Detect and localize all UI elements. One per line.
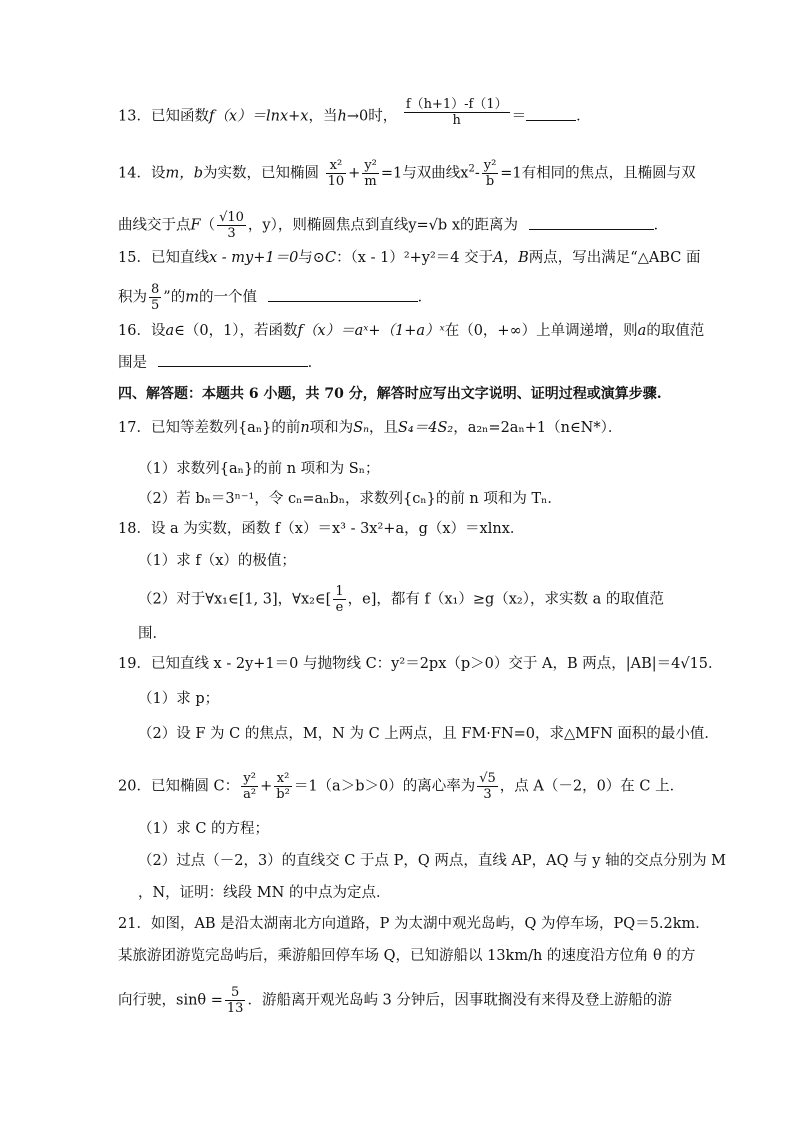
denominator: h xyxy=(452,113,461,128)
text: ，且 xyxy=(368,420,398,436)
question-20-part-2: （2）过点（－2，3）的直线交 C 于点 P，Q 两点，直线 AP，AQ 与 y 轴的交点分别为 M xyxy=(138,853,727,869)
fraction xyxy=(274,771,292,802)
answer-blank xyxy=(268,287,418,302)
text: 的取值范 xyxy=(646,323,705,339)
question-13 xyxy=(118,97,684,128)
numerator: 1 xyxy=(335,584,344,599)
text: 两点，写出满足“△ABC 面 xyxy=(528,250,701,266)
answer-blank xyxy=(526,106,576,121)
variable: A，B xyxy=(493,250,529,266)
text: （ xyxy=(200,217,216,234)
numerator: x² xyxy=(326,158,347,174)
fraction xyxy=(333,584,345,615)
variable: h xyxy=(337,108,347,125)
fraction xyxy=(477,771,498,802)
text: 已知函数 xyxy=(150,108,209,125)
expression: lnx+x xyxy=(266,108,309,125)
question-18-line-1: 18．设 a 为实数，函数 f（x）＝x³ - 3x²+a，g（x）＝xlnx． xyxy=(118,521,525,537)
function: f（x）＝ xyxy=(297,323,355,339)
question-18-part-2-cont: 围． xyxy=(138,626,167,642)
fraction xyxy=(404,97,510,128)
numerator: y² xyxy=(364,158,377,173)
question-15-line-1 xyxy=(118,248,701,268)
denominator: 3 xyxy=(227,226,236,241)
text: 20．已知椭圆 C： xyxy=(118,778,240,795)
answer-blank xyxy=(529,215,654,230)
variable: C xyxy=(324,250,337,266)
question-14-line-2 xyxy=(118,210,684,241)
question-18-part-2 xyxy=(138,584,684,615)
text: - xyxy=(474,165,480,182)
question-19-part-2: （2）设 F 为 C 的焦点，M，N 为 C 上两点，且 FM·FN=0，求△MFN 面积的最小值． xyxy=(138,726,719,742)
fraction xyxy=(482,158,499,189)
text: ∈（0，1），若函数 xyxy=(174,323,298,339)
text: ：（x - 1）²+y²＝4 交于 xyxy=(336,250,494,266)
numerator: f（h+1）-f（1） xyxy=(405,97,508,112)
question-14-line-1 xyxy=(118,158,696,189)
fraction xyxy=(241,771,258,802)
equation: S₄＝4S₂ xyxy=(397,420,454,436)
text: 为实数，已知椭圆 xyxy=(203,165,319,182)
denominator: 13 xyxy=(226,1001,244,1016)
text: ． xyxy=(653,217,669,234)
text: 与⊙ xyxy=(298,250,325,266)
text: ． xyxy=(307,355,323,371)
text: ． xyxy=(417,289,433,306)
text: =1 xyxy=(380,165,403,182)
text: 向行驶，sinθ = xyxy=(118,992,223,1009)
text: 的一个值 xyxy=(198,289,257,306)
text: →0时， xyxy=(346,108,398,125)
denominator: a² xyxy=(243,787,257,802)
question-21-line-1: 21．如图，AB 是沿太湖南北方向道路，P 为太湖中观光岛屿，Q 为停车场，PQ＝5.2km． xyxy=(118,916,710,932)
variable: Sₙ xyxy=(353,420,369,436)
question-17-line-1: 17．已知等差数列{aₙ}的前n项和为Sₙ，且S₄＝4S₂，a₂ₙ=2aₙ+1（n∈N*）． xyxy=(118,420,623,436)
denominator: 10 xyxy=(327,174,345,189)
variable: a xyxy=(165,323,175,339)
text: 17．已知等差数列{aₙ}的前 xyxy=(118,420,301,436)
equation: x - my+1＝0 xyxy=(208,250,299,266)
text: 在（0，+∞）上单调递增，则 xyxy=(444,323,638,339)
question-16-line-1 xyxy=(118,321,705,341)
numerator: x² xyxy=(274,771,292,787)
numerator: 8 xyxy=(151,282,160,297)
text: ”的 xyxy=(163,289,186,306)
text: ，点 A（－2，0）在 C 上． xyxy=(499,778,685,795)
fraction xyxy=(362,158,379,189)
question-17-part-2: （2）若 bₙ＝3ⁿ⁻¹，令 cₙ=aₙbₙ，求数列{cₙ}的前 n 项和为 Tₙ． xyxy=(138,491,562,507)
question-17-part-1: （1）求数列{aₙ}的前 n 项和为 Sₙ； xyxy=(138,461,380,477)
text: ． xyxy=(607,420,623,436)
variable: m，b xyxy=(165,165,203,182)
variable: m xyxy=(185,289,199,306)
fraction xyxy=(217,210,246,241)
variable: n xyxy=(300,420,310,436)
text: 积为 xyxy=(118,289,147,306)
text: 有相同的焦点，且椭圆与双 xyxy=(521,165,696,182)
numerator: y² xyxy=(241,771,258,787)
numerator: √10 xyxy=(219,210,244,225)
text: 15．已知直线 xyxy=(118,250,209,266)
question-20-part-2-cont: ，N，证明：线段 MN 的中点为定点． xyxy=(138,885,391,901)
text: 围是 xyxy=(118,355,147,371)
text: ＝1（a＞b＞0）的离心率为 xyxy=(293,778,476,795)
text: ＝ xyxy=(511,108,527,125)
superscript: 2 xyxy=(468,163,475,175)
function: f（x）＝ xyxy=(208,108,266,125)
text: 与双曲线 xyxy=(402,165,461,182)
text: x₂∈[ xyxy=(300,591,332,608)
denominator: m xyxy=(364,174,377,189)
question-21-line-3 xyxy=(118,985,684,1016)
question-21-line-2: 某旅游团游览完岛屿后，乘游船回停车场 Q，已知游船以 13km/h 的速度沿方位角 θ 的方 xyxy=(118,948,696,964)
text: 项和为 xyxy=(309,420,354,436)
text: 曲线交于点 xyxy=(118,217,191,234)
question-19-line-1: 19．已知直线 x - 2y+1＝0 与抛物线 C：y²＝2px（p＞0）交于 A，B 两点，|AB|＝4√15． xyxy=(118,656,723,672)
denominator: 3 xyxy=(483,787,492,802)
variable: a xyxy=(637,323,647,339)
question-18-part-1: （1）求 f（x）的极值； xyxy=(138,553,296,569)
question-15-line-2 xyxy=(118,282,684,313)
question-number: 13． xyxy=(118,108,151,125)
numerator: 5 xyxy=(225,985,246,1001)
expression: aˣ+（1+a）ˣ xyxy=(354,323,445,339)
denominator: b xyxy=(485,174,495,189)
denominator: e xyxy=(335,600,344,615)
text: 的距离为 xyxy=(460,217,518,234)
text: （2）对于∀x₁∈[1, 3]，∀ xyxy=(138,591,301,608)
text: ，e]，都有 f（x₁）≥g（x₂），求实数 a 的取值范 xyxy=(347,591,664,608)
equation: a₂ₙ=2aₙ+1（n∈N*） xyxy=(467,420,608,436)
text: ． xyxy=(576,108,591,125)
answer-blank xyxy=(158,352,308,367)
text: =1 xyxy=(500,165,522,182)
equation: y=√b x xyxy=(408,217,460,234)
denominator: 5 xyxy=(151,298,160,313)
fraction xyxy=(149,282,161,313)
numerator: √5 xyxy=(479,771,496,786)
denominator: b² xyxy=(276,787,290,802)
section-heading: 四、解答题：本题共 6 小题，共 70 分，解答时应写出文字说明、证明过程或演算步骤. xyxy=(118,386,662,402)
text: 14．设 xyxy=(118,165,166,182)
numerator: y² xyxy=(483,158,497,173)
question-16-line-2 xyxy=(118,352,684,373)
text: + xyxy=(348,165,361,182)
text: ．游船离开观光岛屿 3 分钟后，因事耽搁没有来得及登上游船的游 xyxy=(247,992,672,1009)
question-20-line-1: 20．已知椭圆 C： $\frac{\text{y²}}{\text{a²}}$ + $\frac{\text{x²}}{\text{b²}}$ ＝1（a＞b＞0）的离心率为 $\frac{√5}{3}$ ，点 A（－2，0）在 C 上． xyxy=(118,771,685,802)
question-20-part-1: （1）求 C 的方程； xyxy=(138,821,270,837)
variable: F xyxy=(190,217,201,234)
text: x xyxy=(460,165,469,182)
fraction xyxy=(326,158,347,189)
text: ，y），则椭圆焦点到直线 xyxy=(247,217,409,234)
text: 16．设 xyxy=(118,323,166,339)
fraction xyxy=(225,985,246,1016)
text: ，当 xyxy=(308,108,338,125)
question-19-part-1: （1）求 p； xyxy=(138,691,220,707)
